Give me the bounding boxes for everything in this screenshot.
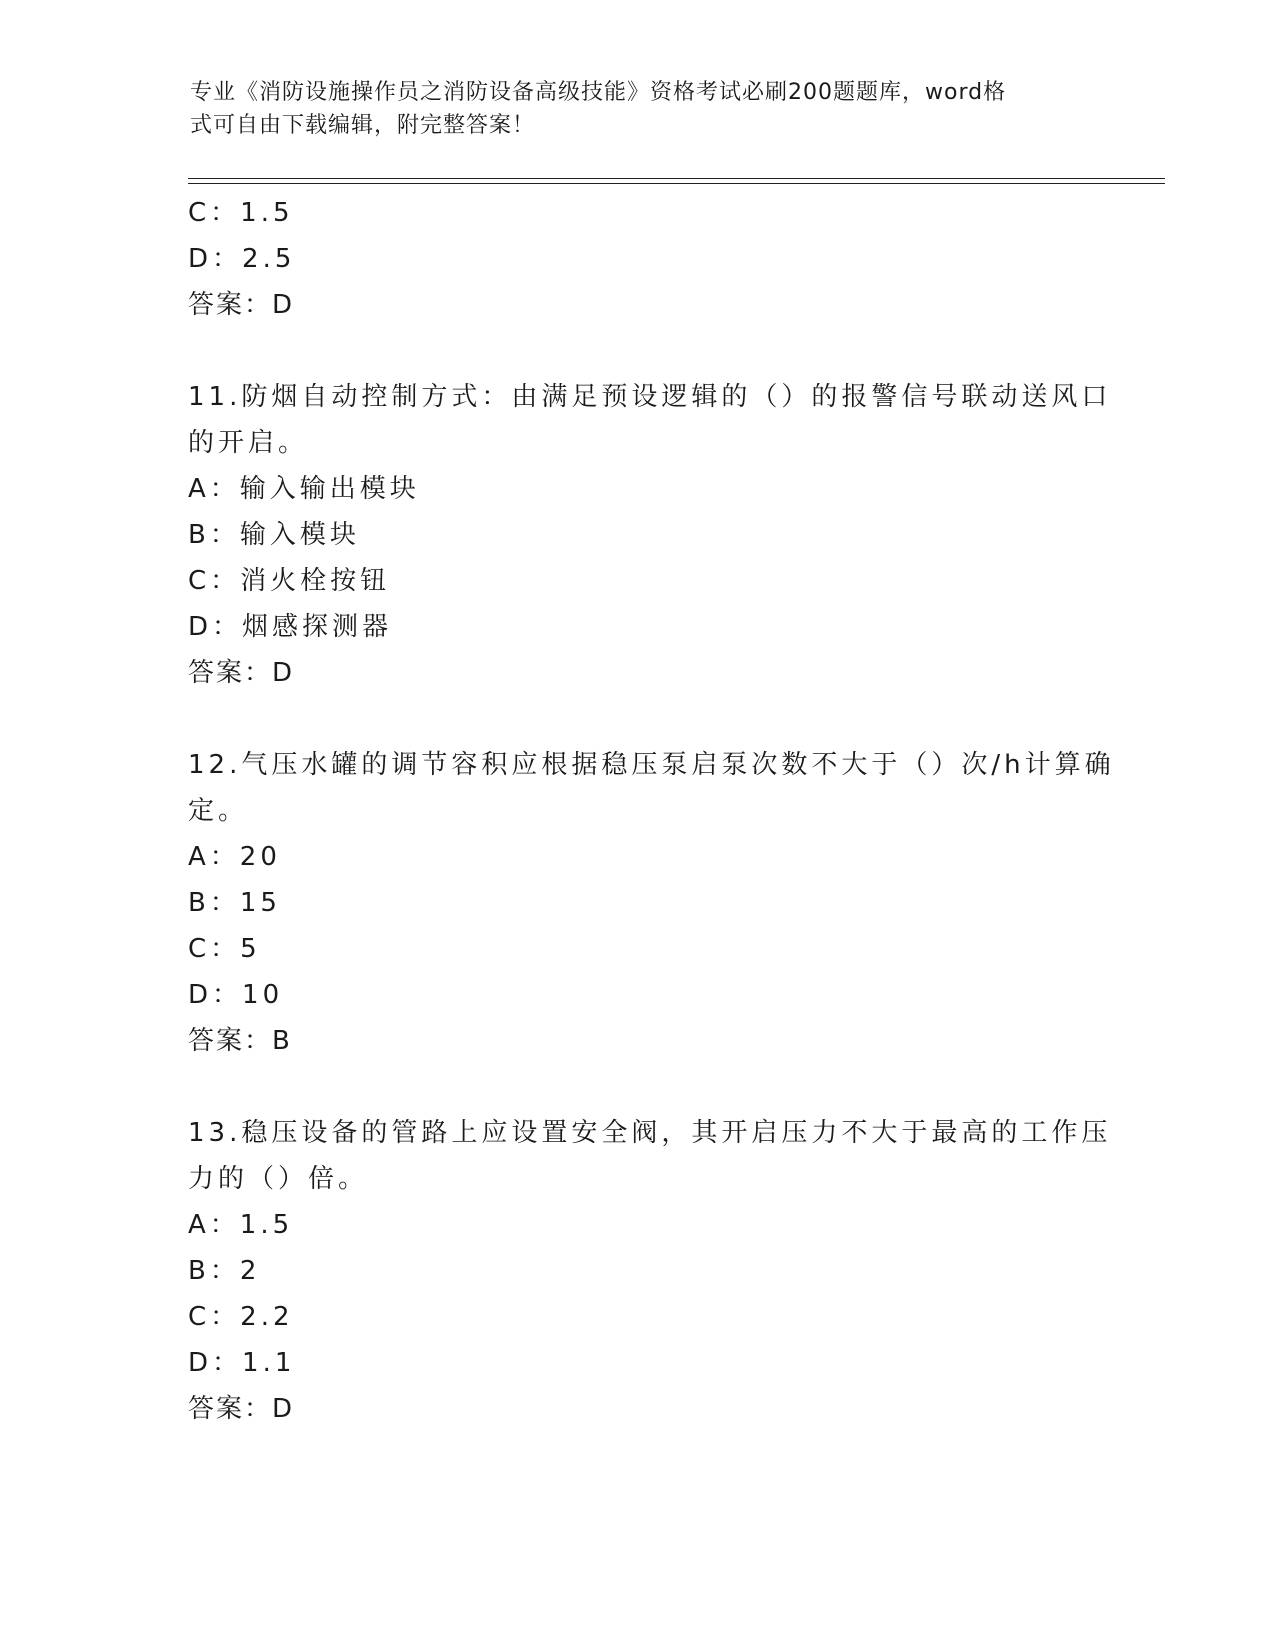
- option-c: C：5: [188, 934, 261, 964]
- question-stem: 12.气压水罐的调节容积应根据稳压泵启泵次数不大于（）次/h计算确: [188, 750, 1115, 780]
- option-d: D：10: [188, 980, 284, 1010]
- question-stem-continued: 定。: [188, 796, 249, 826]
- option-a: A：20: [188, 842, 281, 872]
- option-d: D：2.5: [188, 244, 296, 274]
- header-divider-bottom: [188, 183, 1165, 184]
- header-divider-top: [188, 178, 1165, 179]
- header-line-2: 式可自由下载编辑，附完整答案！: [190, 113, 536, 138]
- question-stem-continued: 力的（）倍。: [188, 1164, 369, 1194]
- option-b: B：输入模块: [188, 520, 360, 550]
- option-b: B：15: [188, 888, 281, 918]
- question-11: [188, 374, 1112, 696]
- question-stem-continued: 的开启。: [188, 428, 309, 458]
- option-c: C：消火栓按钮: [188, 566, 391, 596]
- answer-label: 答案：B: [188, 1026, 292, 1056]
- option-d: D：1.1: [188, 1348, 296, 1378]
- option-b: B：2: [188, 1256, 261, 1286]
- answer-label: 答案：D: [188, 290, 295, 320]
- option-a: A：1.5: [188, 1210, 294, 1240]
- option-d: D：烟感探测器: [188, 612, 393, 642]
- question-stem: 13.稳压设备的管路上应设置安全阀，其开启压力不大于最高的工作压: [188, 1118, 1112, 1148]
- question-12: [188, 742, 1115, 1064]
- answer-label: 答案：D: [188, 658, 295, 688]
- option-a: A：输入输出模块: [188, 474, 420, 504]
- document-header: [190, 76, 1090, 142]
- question-stem: 11.防烟自动控制方式：由满足预设逻辑的（）的报警信号联动送风口: [188, 382, 1112, 412]
- answer-label: 答案：D: [188, 1394, 295, 1424]
- header-line-1: 专业《消防设施操作员之消防设备高级技能》资格考试必刷200题题库，word格: [190, 80, 1007, 105]
- question-list: [188, 190, 1115, 1432]
- question-13: [188, 1110, 1112, 1432]
- option-c: C：2.2: [188, 1302, 294, 1332]
- option-c: C：1.5: [188, 198, 294, 228]
